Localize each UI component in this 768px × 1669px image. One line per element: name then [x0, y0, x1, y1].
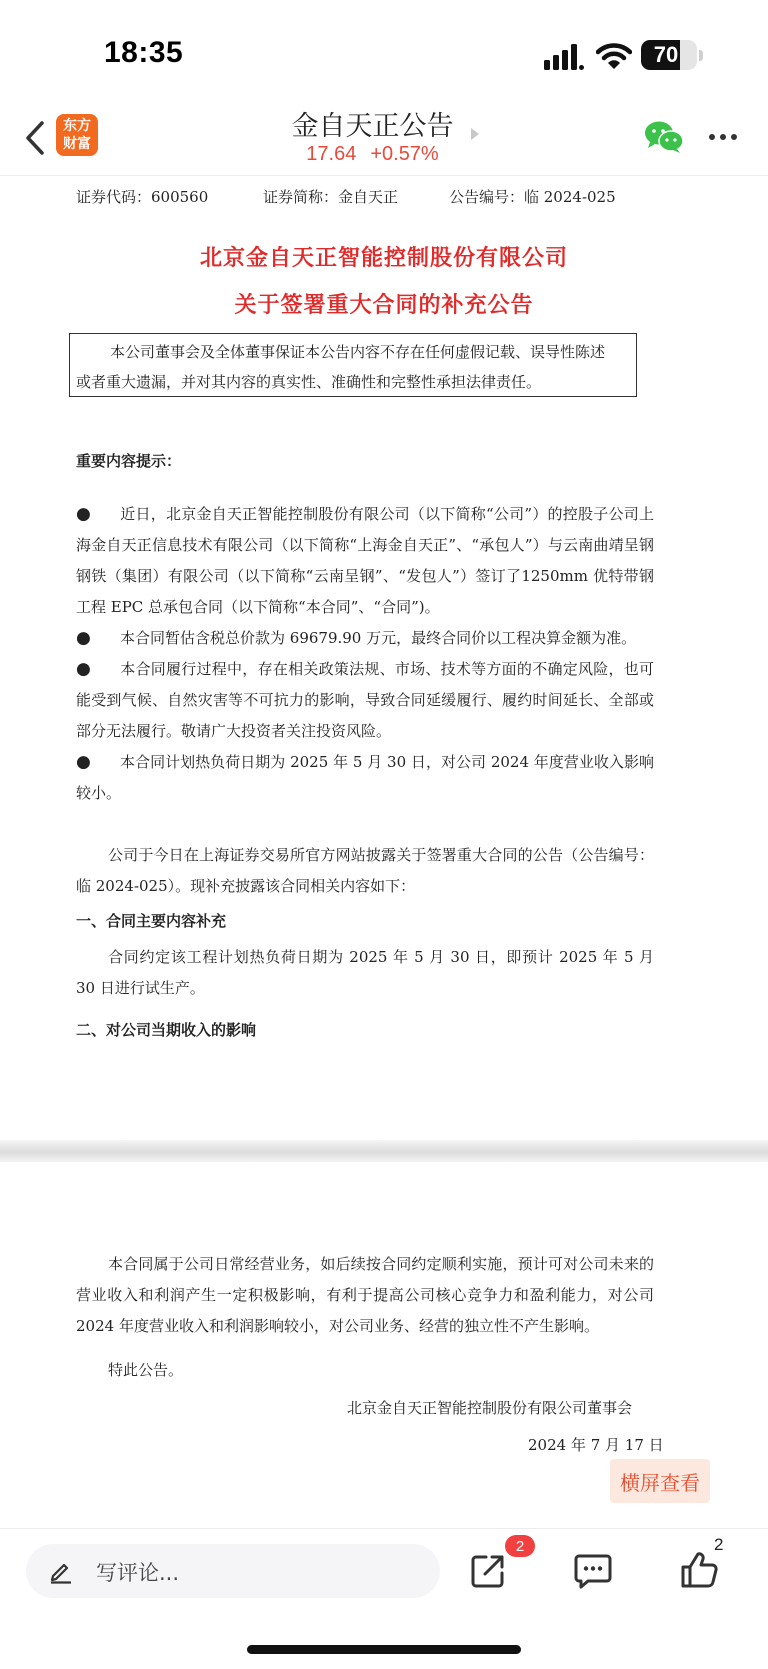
closing-text: 特此公告。	[108, 1361, 184, 1379]
doc-title-subject: 关于签署重大合同的补充公告	[234, 292, 534, 318]
like-icon[interactable]	[680, 1551, 718, 1589]
disclaimer-line2: 或者重大遗漏，并对其内容的真实性、准确性和完整性承担法律责任。	[76, 373, 542, 391]
bullet-text: 近日，北京金自天正智能控制股份有限公司（以下简称“公司”）的控股子公司上海金自天正信息技术有限公司（以下简称“上海金自天正”、“承包人”）与云南曲靖呈钢钢铁（集团）有限公司（以下简称“云南呈钢”、“发包人”）签订了1250mm 优特带钢工程 EPC 总承包合同（以下简称“本合同”、“合同”)。	[76, 505, 654, 616]
more-icon[interactable]	[708, 132, 738, 142]
doc-title-company: 北京金自天正智能控制股份有限公司	[199, 245, 568, 271]
wechat-icon[interactable]	[644, 120, 684, 154]
signal-icon	[544, 44, 584, 70]
logo-line2: 财富	[63, 136, 91, 152]
landscape-view-button[interactable]: 横屏查看	[610, 1459, 710, 1503]
notice-number: 公告编号：临 2024-025	[449, 188, 616, 206]
chevron-right-icon	[470, 127, 480, 141]
bullet-dot: ●	[76, 628, 91, 648]
bullet-item	[76, 623, 654, 654]
page-title: 金自天正公告	[291, 111, 454, 142]
bullet-item	[76, 747, 654, 809]
disclaimer-box	[69, 333, 637, 397]
stock-change: +0.57%	[370, 143, 439, 165]
logo-line1: 东方	[63, 118, 91, 134]
bullet-dot: ●	[76, 752, 91, 772]
security-code: 证券代码：600560	[76, 188, 209, 206]
back-icon[interactable]	[22, 118, 48, 158]
stock-price: 17.64	[306, 143, 357, 165]
nav-header	[0, 100, 768, 176]
disclaimer-line1: 本公司董事会及全体董事保证本公告内容不存在任何虚假记载、误导性陈述	[110, 343, 606, 361]
wifi-icon	[596, 42, 632, 70]
bullet-text: 本合同履行过程中，存在相关政策法规、市场、技术等方面的不确定风险，也可能受到气候、自然灾害等不可抗力的影响，导致合同延缓履行、履约时间延长、全部或部分无法履行。敬请广大投资者关注投资风险。	[76, 660, 654, 740]
like-count: 2	[714, 1535, 724, 1554]
section1-heading: 一、合同主要内容补充	[76, 912, 227, 930]
section2-paragraph: 本合同属于公司日常经营业务，如后续按合同约定顺利实施，预计可对公司未来的营业收入和利润产生一定积极影响，有利于提高公司核心竞争力和盈利能力，对公司 2024 年度营业收入和利润影响较小，对公司业务、经营的独立性不产生影响。	[76, 1255, 654, 1335]
app-logo	[56, 114, 98, 156]
battery-icon	[641, 40, 697, 70]
bullet-text: 本合同计划热负荷日期为 2025 年 5 月 30 日，对公司 2024 年度营业收入影响较小。	[76, 753, 654, 802]
share-icon[interactable]	[470, 1553, 506, 1589]
battery-level: 70	[653, 42, 679, 67]
notice-date: 2024 年 7 月 17 日	[528, 1436, 664, 1454]
pen-icon	[48, 1558, 74, 1584]
battery-cap	[699, 50, 703, 61]
section1-paragraph: 合同约定该工程计划热负荷日期为 2025 年 5 月 30 日，即预计 2025 年 5 月 30 日进行试生产。	[76, 948, 654, 997]
bullet-text: 本合同暂估含税总价款为 69679.90 万元，最终合同价以工程决算金额为准。	[120, 629, 637, 647]
bullet-dot: ●	[76, 659, 91, 679]
share-count-badge: 2	[505, 1535, 535, 1557]
bullet-item	[76, 499, 654, 623]
signature: 北京金自天正智能控制股份有限公司董事会	[347, 1399, 633, 1417]
comment-input[interactable]	[26, 1544, 440, 1598]
intro-paragraph: 公司于今日在上海证券交易所官方网站披露关于签署重大合同的公告（公告编号：临 2024-025）。现补充披露该合同相关内容如下：	[76, 846, 654, 895]
bullet-item	[76, 654, 654, 747]
stock-quote[interactable]	[250, 143, 495, 166]
page-divider	[0, 1140, 768, 1162]
important-heading: 重要内容提示：	[76, 452, 182, 470]
status-bar	[0, 0, 768, 100]
security-short-name: 证券简称：金自天正	[263, 188, 399, 206]
home-indicator	[247, 1645, 521, 1654]
bullet-dot: ●	[76, 504, 91, 524]
section2-heading: 二、对公司当期收入的影响	[76, 1021, 257, 1039]
comment-placeholder: 写评论...	[96, 1561, 180, 1585]
status-time: 18:35	[104, 36, 184, 69]
comment-icon[interactable]	[574, 1553, 612, 1589]
